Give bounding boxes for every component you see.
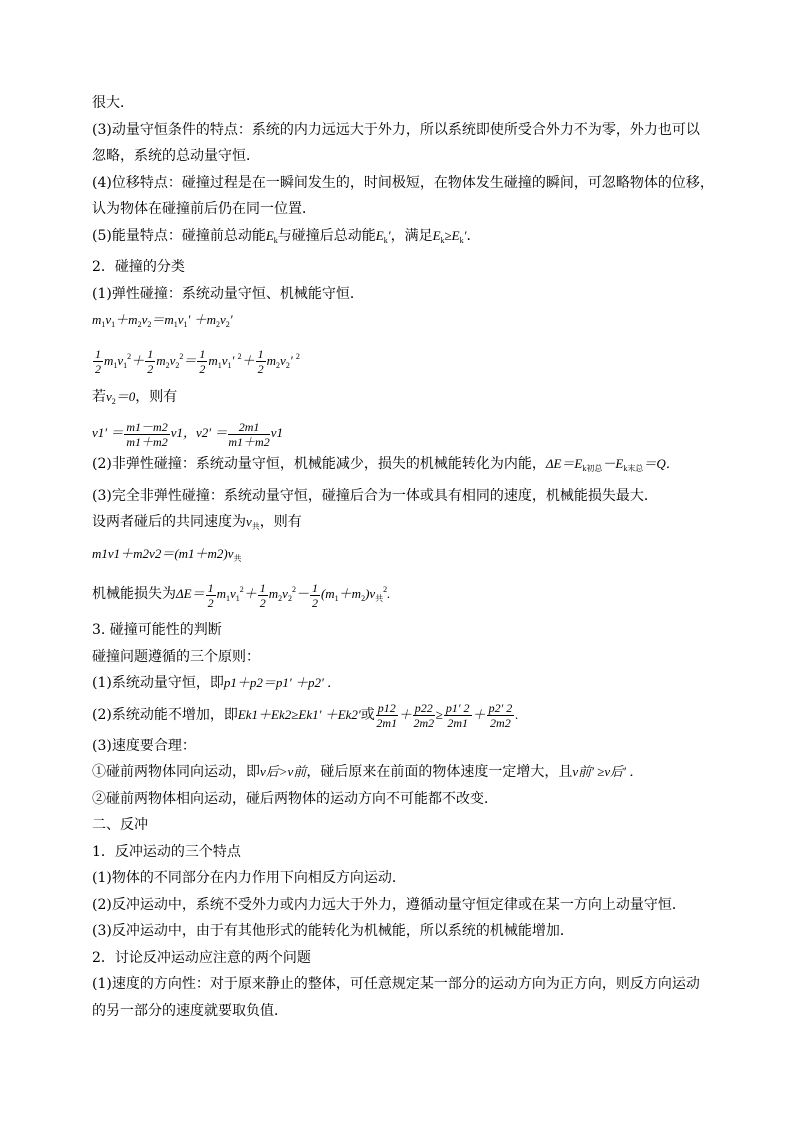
energy-loss-line: 机械能损失为ΔE＝ $\frac{1}{2}$ $m_1v_1^2+$ $\frac{1}{2}$ $m_2v_2^2-$ $\frac{1}{2}$ $(m_1+m_2)v_共^2$.: [92, 580, 391, 610]
text: 与碰撞后总动能: [277, 227, 376, 244]
fraction: $\frac{1}{2}$: [257, 347, 264, 377]
common-velocity-line: 设两者碰后的共同速度为$v_共$，则有: [92, 514, 302, 531]
velocity-principle-line: ①碰前两物体同向运动，即v后>v前，碰后原来在前面的物体速度一定增大，且v前′ ≥v后′ ．: [92, 764, 643, 780]
condition-line: 若$v_2=0$，则有: [92, 388, 178, 406]
momentum-principle-line: (1)系统动量守恒，即p1＋p2＝p1′ ＋p2′ ．: [92, 675, 341, 691]
fraction: $\frac{1}{2}$: [95, 347, 101, 377]
math-condition: $E_k\ge E_k'$: [432, 227, 467, 245]
math-ek: $E_k$: [265, 227, 278, 245]
text-line: (3)速度要合理：: [92, 737, 196, 754]
text: ，满足: [390, 227, 433, 244]
section-heading: 2．讨论反冲运动应注意的两个问题: [92, 949, 311, 966]
text-line: 忽略，系统的总动量守恒．: [92, 148, 260, 164]
document-page: [92, 90, 712, 1024]
velocity-solution: v1′ ＝ $\frac{m1-m2}{m1+m2}$ v1，v2′ ＝ $\frac{2m1}{m1+m2}$ v1: [92, 419, 283, 449]
energy-equation: $\frac{1}{2}$ $m_1v_1^2+$ $\frac{1}{2}$ $m_2v_2^2=$ $\frac{1}{2}$ $m_1v_1'$ $^2$＋ $\frac{1}{2}$ $m_2v_2'$ $^2$: [95, 347, 300, 377]
text-line: 碰撞问题遵循的三个原则：: [92, 648, 260, 665]
fraction: $\frac{1}{2}$: [199, 347, 206, 377]
section-heading: 二、反冲: [92, 817, 148, 833]
energy-principle-line: (2)系统动能不增加，即Ek1＋Ek2≥Ek1′ ＋Ek2′或 $\frac{p12}{2m1}$ ＋ $\frac{p22}{2m2}$ ≥ $\frac{p1' 2}{2m1}$ ＋ $\frac{p2' 2}{2m2}$ .: [92, 701, 519, 731]
text-line: 的另一部分的速度就要取负值．: [92, 1002, 288, 1019]
math-ek-prime: $E_k'$: [375, 227, 391, 245]
momentum-equation: $m_1v_1+m_2v_2=m_1v_1' +m_2v_2'$: [92, 312, 233, 329]
text-line: (1)弹性碰撞：系统动量守恒、机械能守恒．: [92, 285, 364, 302]
section-heading: 1．反冲运动的三个特点: [92, 843, 241, 860]
text-line: (4)位移特点：碰撞过程是在一瞬间发生的，时间极短，在物体发生碰撞的瞬间，可忽略物体的位移，: [92, 174, 714, 191]
inelastic-momentum-equation: $m1v1+m2v2=(m1+m2)v_共$: [92, 545, 242, 563]
text-line: (2)反冲运动中，系统不受外力或内力远大于外力，遵循动量守恒定律或在某一方向上动量守恒．: [92, 896, 686, 913]
section-heading: 2．碰撞的分类: [92, 259, 185, 275]
text-line: ②碰前两物体相向运动，碰后两物体的运动方向不可能都不改变．: [92, 790, 498, 807]
energy-feature-line: (5)能量特点：碰撞前总动能$E_k$与碰撞后总动能$E_k'$，满足$E_k\ge E_k'$．: [92, 227, 481, 245]
fraction: $\frac{1}{2}$: [147, 347, 154, 377]
section-heading: 3. 碰撞可能性的判断: [92, 622, 222, 638]
text-line: (3)完全非弹性碰撞：系统动量守恒，碰撞后合为一体或具有相同的速度，机械能损失最大．: [92, 487, 658, 504]
fraction: $\frac{2m1}{m1+m2}$: [228, 419, 270, 449]
fraction: $\frac{m1-m2}{m1+m2}$: [126, 419, 168, 449]
text-line: (3)动量守恒条件的特点：系统的内力远远大于外力，所以系统即使所受合外力不为零，外力也可以: [92, 121, 700, 138]
text-line: 很大．: [92, 95, 134, 111]
text-line: 认为物体在碰撞前后仍在同一位置．: [92, 201, 316, 217]
text-line: (1)物体的不同部分在内力作用下向相反方向运动．: [92, 870, 406, 886]
text-line: (3)反冲运动中，由于有其他形式的能转化为机械能，所以系统的机械能增加．: [92, 923, 574, 939]
text: (5)能量特点：碰撞前总动能: [92, 227, 266, 244]
text-line: (1)速度的方向性：对于原来静止的整体，可任意规定某一部分的运动方向为正方向，则反方向运动: [92, 976, 700, 992]
inelastic-line: (2)非弹性碰撞：系统动量守恒，机械能减少，损失的机械能转化为内能，$\Delta E=E_{k初总}-E_{k末总}=Q$．: [92, 456, 679, 473]
